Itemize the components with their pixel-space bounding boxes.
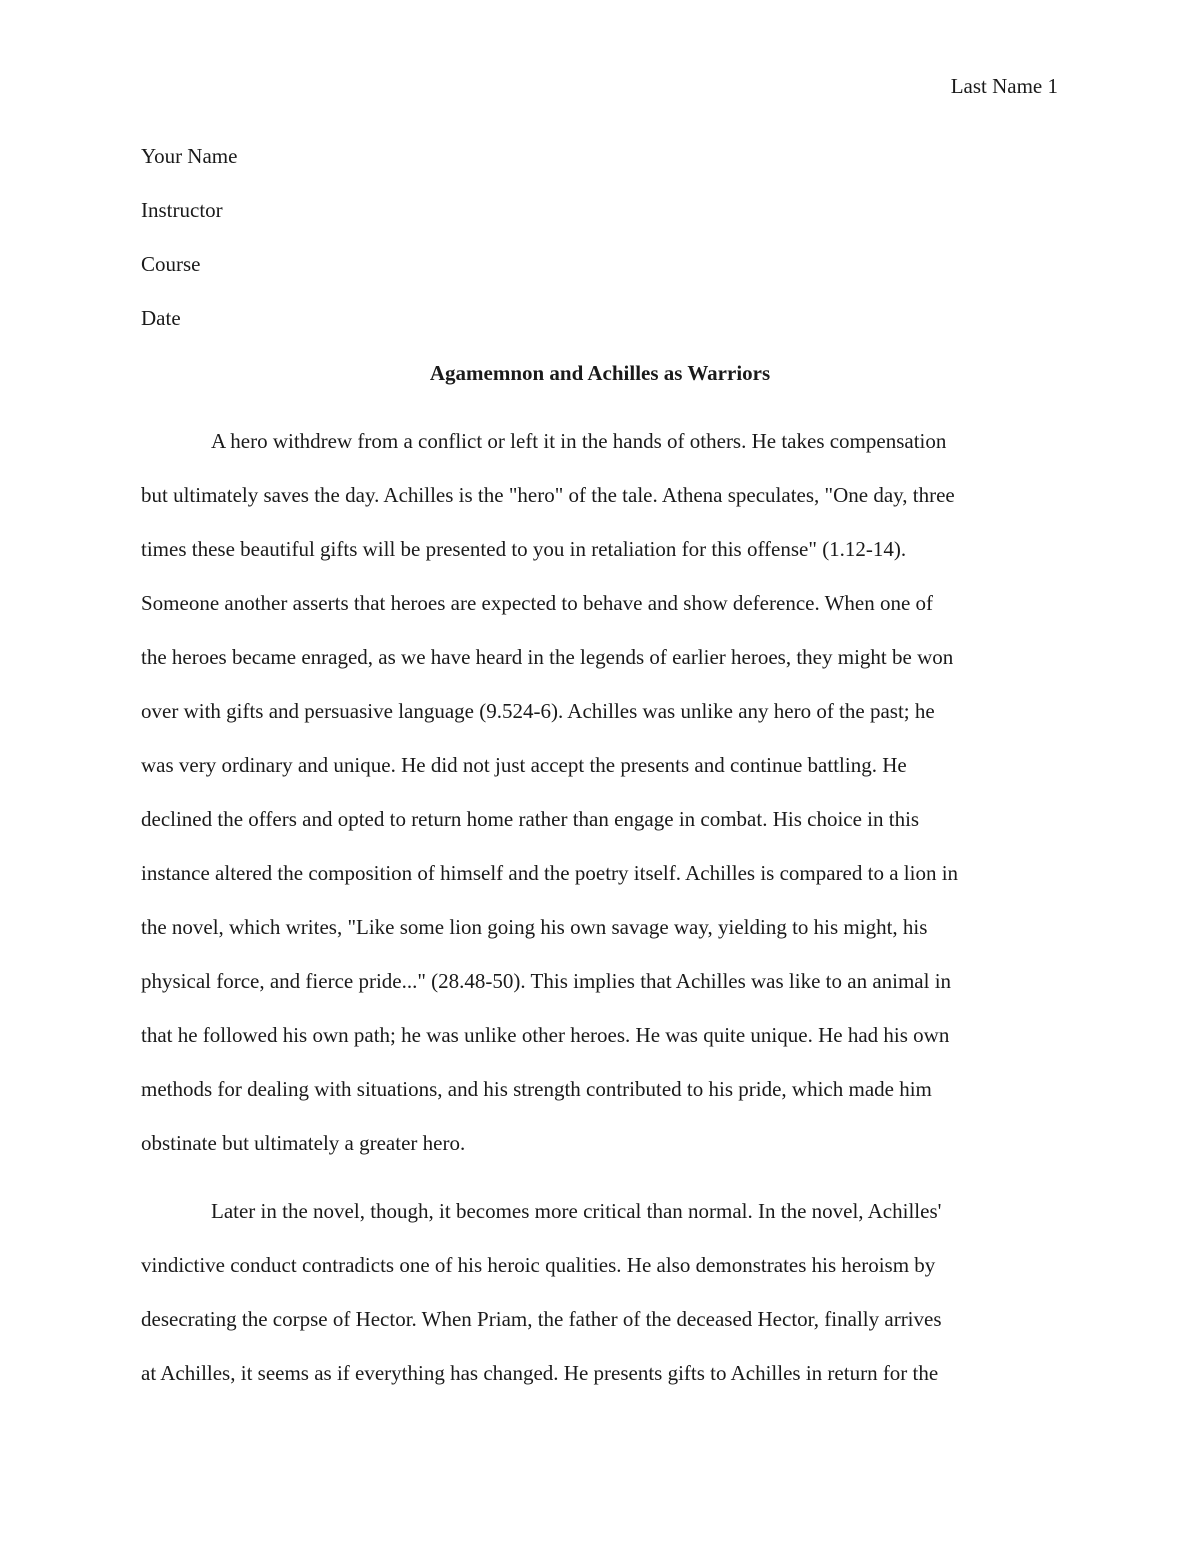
paragraph-2 [141,1197,1059,1413]
date-line: Date [141,306,181,330]
text-line: Someone another asserts that heroes are expected to behave and show deference. When one of [141,591,934,615]
paragraph-1 [141,427,1059,1183]
course-name: Course [141,252,201,276]
text-line: that he followed his own path; he was unlike other heroes. He was quite unique. He had his own [141,1023,950,1047]
running-head: Last Name 1 [950,74,1058,98]
body-text [141,427,1059,1413]
student-name: Your Name [141,144,238,168]
instructor-name: Instructor [141,198,223,222]
text-line: but ultimately saves the day. Achilles is the "hero" of the tale. Athena speculates, "One day, three [141,483,955,507]
text-line: physical force, and fierce pride..." (28.48-50). This implies that Achilles was like to an animal in [141,969,952,993]
text-line: the heroes became enraged, as we have heard in the legends of earlier heroes, they might be won [141,645,954,669]
text-line: instance altered the composition of himself and the poetry itself. Achilles is compared to a lion in [141,861,959,885]
text-line: desecrating the corpse of Hector. When Priam, the father of the deceased Hector, finally arrives [141,1307,942,1331]
text-line: A hero withdrew from a conflict or left it in the hands of others. He takes compensation [211,429,947,453]
text-line: Later in the novel, though, it becomes more critical than normal. In the novel, Achilles' [211,1199,942,1223]
text-line: vindictive conduct contradicts one of his heroic qualities. He also demonstrates his heroism by [141,1253,936,1277]
text-line: times these beautiful gifts will be presented to you in retaliation for this offense" (1.12-14). [141,537,907,561]
paper-title: Agamemnon and Achilles as Warriors [429,361,771,385]
text-line: at Achilles, it seems as if everything has changed. He presents gifts to Achilles in return for the [141,1361,939,1385]
text-line: obstinate but ultimately a greater hero. [141,1131,466,1155]
text-line: was very ordinary and unique. He did not just accept the presents and continue battling. He [141,753,907,777]
text-line: methods for dealing with situations, and his strength contributed to his pride, which made him [141,1077,932,1101]
text-line: the novel, which writes, "Like some lion going his own savage way, yielding to his might, his [141,915,928,939]
heading-block [141,142,1059,358]
text-line: declined the offers and opted to return home rather than engage in combat. His choice in this [141,807,920,831]
text-line: over with gifts and persuasive language (9.524-6). Achilles was unlike any hero of the past; he [141,699,935,723]
